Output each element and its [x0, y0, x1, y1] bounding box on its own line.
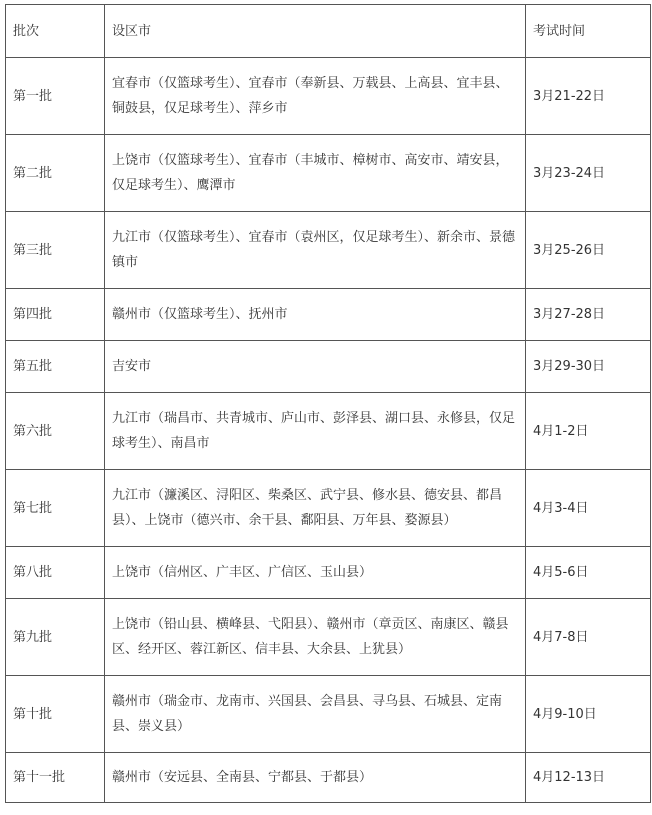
region-cell: 宜春市（仅篮球考生）、宜春市（奉新县、万载县、上高县、宜丰县、铜鼓县，仅足球考生）、萍乡市 [105, 58, 526, 135]
batch-cell: 第七批 [6, 470, 105, 547]
table-row [6, 470, 651, 547]
batch-cell: 第九批 [6, 599, 105, 676]
region-cell: 上饶市（仅篮球考生）、宜春市（丰城市、樟树市、高安市、靖安县，仅足球考生）、鹰潭市 [105, 135, 526, 212]
time-cell: 3月25-26日 [526, 212, 651, 289]
time-cell: 4月12-13日 [526, 753, 651, 803]
table-row [6, 212, 651, 289]
table-row [6, 289, 651, 341]
batch-cell: 第三批 [6, 212, 105, 289]
table-row [6, 341, 651, 393]
region-cell: 吉安市 [105, 341, 526, 393]
exam-schedule-table [5, 4, 651, 803]
batch-cell: 第二批 [6, 135, 105, 212]
batch-cell: 第五批 [6, 341, 105, 393]
batch-cell: 第十一批 [6, 753, 105, 803]
batch-cell: 第六批 [6, 393, 105, 470]
table-row [6, 135, 651, 212]
time-cell: 4月3-4日 [526, 470, 651, 547]
time-cell: 4月7-8日 [526, 599, 651, 676]
region-cell: 赣州市（瑞金市、龙南市、兴国县、会昌县、寻乌县、石城县、定南县、崇义县） [105, 676, 526, 753]
region-cell: 九江市（濂溪区、浔阳区、柴桑区、武宁县、修水县、德安县、都昌县）、上饶市（德兴市、余干县、鄱阳县、万年县、婺源县） [105, 470, 526, 547]
time-cell: 4月1-2日 [526, 393, 651, 470]
table-row [6, 547, 651, 599]
header-time: 考试时间 [526, 5, 651, 58]
time-cell: 3月29-30日 [526, 341, 651, 393]
batch-cell: 第十批 [6, 676, 105, 753]
batch-cell: 第八批 [6, 547, 105, 599]
time-cell: 4月9-10日 [526, 676, 651, 753]
time-cell: 3月27-28日 [526, 289, 651, 341]
time-cell: 3月23-24日 [526, 135, 651, 212]
table-header-row [6, 5, 651, 58]
header-batch: 批次 [6, 5, 105, 58]
table-row [6, 58, 651, 135]
batch-cell: 第四批 [6, 289, 105, 341]
region-cell: 赣州市（安远县、全南县、宁都县、于都县） [105, 753, 526, 803]
region-cell: 赣州市（仅篮球考生）、抚州市 [105, 289, 526, 341]
table-row [6, 676, 651, 753]
batch-cell: 第一批 [6, 58, 105, 135]
time-cell: 3月21-22日 [526, 58, 651, 135]
region-cell: 上饶市（信州区、广丰区、广信区、玉山县） [105, 547, 526, 599]
table-row [6, 753, 651, 803]
region-cell: 九江市（仅篮球考生）、宜春市（袁州区，仅足球考生）、新余市、景德镇市 [105, 212, 526, 289]
region-cell: 上饶市（铅山县、横峰县、弋阳县）、赣州市（章贡区、南康区、赣县区、经开区、蓉江新区、信丰县、大余县、上犹县） [105, 599, 526, 676]
time-cell: 4月5-6日 [526, 547, 651, 599]
region-cell: 九江市（瑞昌市、共青城市、庐山市、彭泽县、湖口县、永修县，仅足球考生）、南昌市 [105, 393, 526, 470]
table-row [6, 393, 651, 470]
table-row [6, 599, 651, 676]
header-region: 设区市 [105, 5, 526, 58]
